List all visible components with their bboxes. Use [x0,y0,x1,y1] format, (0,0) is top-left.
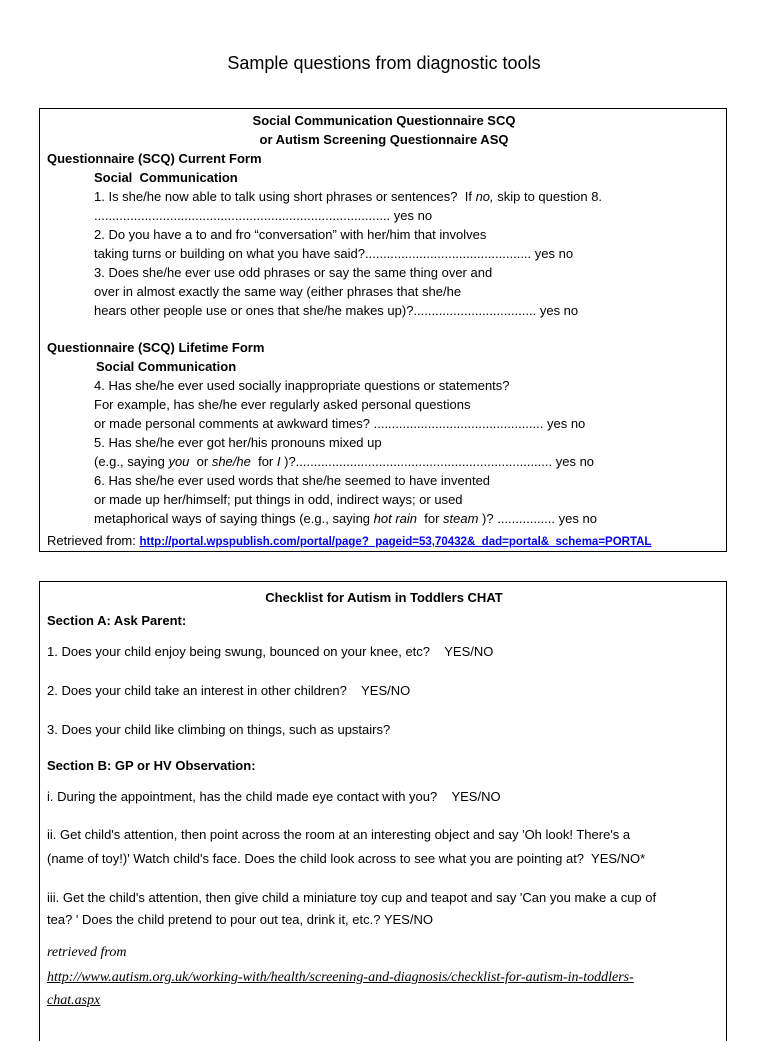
chat-qbi: i. During the appointment, has the child made eye contact with you? YES/NO [47,789,501,804]
chat-section-b: Section B: GP or HV Observation: [47,758,256,773]
scq-retrieved-label: Retrieved from: [47,533,140,548]
scq-lifetime-sub: Social Communication [96,359,237,374]
scq-q6-line2: or made up her/himself; put things in odd, indirect ways; or used [94,492,463,507]
scq-q5-or: or [189,454,212,469]
scq-q3-line2: over in almost exactly the same way (either phrases that she/he [94,284,462,299]
scq-q5-line1: 5. Has she/he ever got her/his pronouns mixed up [94,435,382,450]
scq-q1-answer: .................................................................................. yes no [94,208,433,223]
scq-q5-for: for [250,454,277,469]
scq-q6-hot-rain: hot rain [373,511,418,526]
scq-q6-line1: 6. Has she/he ever used words that she/he seemed to have invented [94,473,491,488]
chat-qa2: 2. Does your child take an interest in other children? YES/NO [47,683,411,698]
scq-q3-line1: 3. Does she/he ever use odd phrases or say the same thing over and [94,265,493,280]
chat-qa3: 3. Does your child like climbing on things, such as upstairs? [47,722,391,737]
chat-qbiii-line1: iii. Get the child's attention, then give child a miniature toy cup and teapot and say 'Can you make a cup of [47,890,657,905]
chat-qbii-line2: (name of toy!)' Watch child's face. Does the child look across to see what you are pointing at? YES/NO* [47,851,646,866]
chat-qbii-line1: ii. Get child's attention, then point across the room at an interesting object and say 'Oh look! There's a [47,827,631,842]
scq-q5-you: you [168,454,190,469]
scq-heading-2: or Autism Screening Questionnaire ASQ [259,132,509,147]
scq-current-sub: Social Communication [94,170,238,185]
chat-retrieved-label: retrieved from [47,945,127,960]
scq-q5-line2 [94,452,594,471]
chat-source-link-line2[interactable]: chat.aspx [47,993,101,1008]
chat-section-a: Section A: Ask Parent: [47,613,187,628]
scq-retrieved [47,531,651,552]
scq-q2-line2: taking turns or building on what you have said?.............................................. yes no [94,246,574,261]
chat-source-link-line1[interactable]: http://www.autism.org.uk/working-with/health/screening-and-diagnosis/checklist-for-autism-in-toddlers- [47,970,634,985]
scq-source-link[interactable]: http://portal.wpspublish.com/portal/page?_pageid=53,70432&_dad=portal&_schema=PORTAL [139,536,652,548]
scq-q1-no: no, [475,189,494,204]
scq-q5-post: )?....................................................................... yes no [280,454,595,469]
scq-q5-sheh: she/he [211,454,251,469]
scq-current-form: Questionnaire (SCQ) Current Form [47,151,262,166]
chat-box [39,581,727,1041]
scq-q6-for: for [417,511,444,526]
scq-q6-pre: metaphorical ways of saying things (e.g., saying [94,511,374,526]
page-title: Sample questions from diagnostic tools [227,53,541,73]
scq-q1-text: 1. Is she/he now able to talk using short phrases or sentences? If [94,189,476,204]
scq-q1 [94,187,602,206]
scq-q6-steam: steam [443,511,479,526]
scq-q3-line3: hears other people use or ones that she/he makes up)?.................................. yes no [94,303,579,318]
scq-q4-line1: 4. Has she/he ever used socially inappropriate questions or statements? [94,378,510,393]
scq-q1-skip: skip to question 8. [493,189,603,204]
chat-qbiii-line2: tea? ' Does the child pretend to pour out tea, drink it, etc.? YES/NO [47,912,433,927]
chat-qa1: 1. Does your child enjoy being swung, bounced on your knee, etc? YES/NO [47,644,494,659]
scq-q6-post: )? ................ yes no [478,511,597,526]
scq-q4-line2: For example, has she/he ever regularly asked personal questions [94,397,471,412]
scq-lifetime-form: Questionnaire (SCQ) Lifetime Form [47,340,265,355]
scq-box [39,108,727,552]
scq-q5-pre: (e.g., saying [94,454,169,469]
scq-q4-line3: or made personal comments at awkward times? ............................................... yes no [94,416,586,431]
scq-q5-i: I [276,454,281,469]
chat-heading: Checklist for Autism in Toddlers CHAT [265,590,503,605]
scq-q6-line3 [94,509,597,528]
scq-heading-1: Social Communication Questionnaire SCQ [252,113,516,128]
scq-q2-line1: 2. Do you have a to and fro “conversation” with her/him that involves [94,227,487,242]
